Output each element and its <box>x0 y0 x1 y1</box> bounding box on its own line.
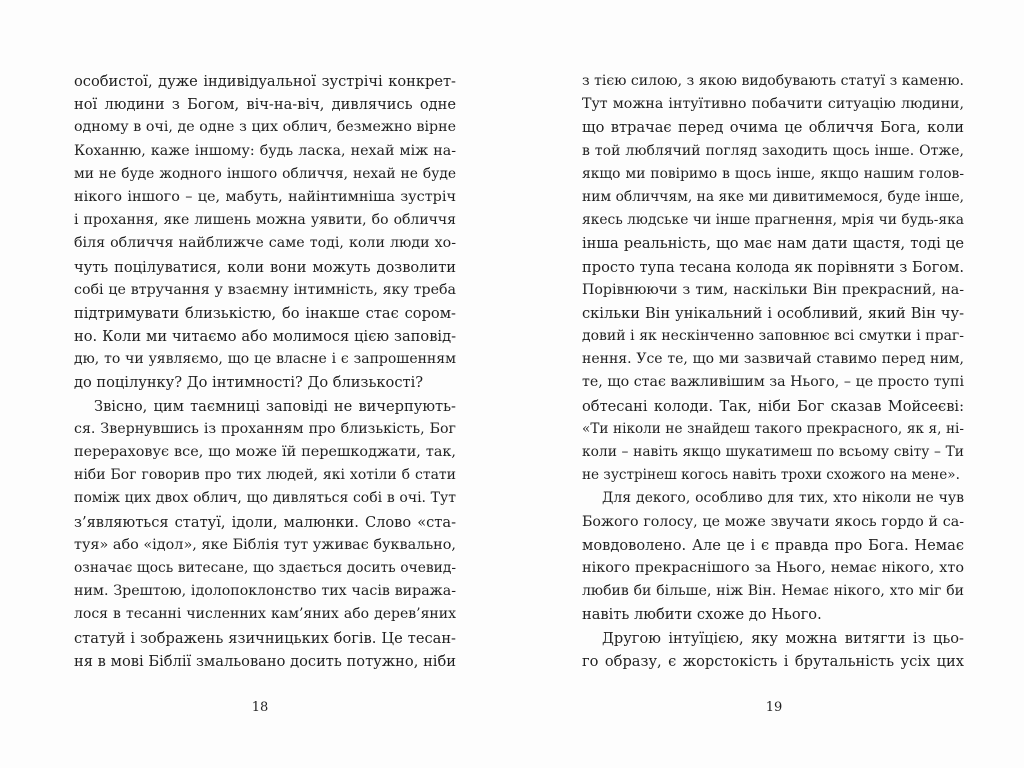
text-line: Коханню, каже іншому: будь ласка, нехай між на- <box>74 142 456 159</box>
text-line: ним обличчям, на яке ми дивитимемося, буде інше, <box>582 188 964 205</box>
text-line: коли – навіть якщо шукатимеш по всьому світу – Ти <box>582 444 964 460</box>
text-line: ним. Зрештою, ідолопоклонство тих часів виража- <box>74 583 456 600</box>
text-line: з’являються статуї, ідоли, малюнки. Слово «ста- <box>74 513 456 531</box>
text-line: довий і як нескінченно заповнює всі смутки і праг- <box>582 328 964 345</box>
text-line: Другою інтуїцією, яку можна витягти із цьо- <box>602 629 964 647</box>
text-line: означає щось витесане, що здається досить очевид- <box>74 559 456 576</box>
text-line: лося в тесанні численних кам’яних або дерев’яних <box>74 606 456 623</box>
text-line: го образу, є жорстокість і брутальність усіх цих <box>582 652 964 670</box>
text-line: «Ти ніколи не знайдеш такого прекрасного, як я, ні- <box>582 420 964 437</box>
text-line: ся. Звернувшись із проханням про близькість, Бог <box>74 420 456 437</box>
text-line: Тут можна інтуїтивно побачити ситуацію людини, <box>582 96 964 113</box>
text-line: Порівнюючи з тим, наскільки Він прекрасний, на- <box>582 281 964 298</box>
text-line: обтесані колоди. Так, ніби Бог сказав Мойсеєві: <box>582 397 964 415</box>
right-page <box>512 0 1024 768</box>
text-line: любив би більше, ніж Він. Немає нікого, хто міг би <box>582 583 964 600</box>
text-line: мовдоволено. Але це і є правда про Бога. Немає <box>582 536 964 554</box>
text-line: статуй і зображень язичницьких богів. Це тесан- <box>74 629 456 647</box>
text-line: з тією силою, з якою видобувають статуї з каменю. <box>582 73 964 89</box>
text-line: ної людини з Богом, віч-на-віч, дивлячись одне <box>74 96 456 114</box>
text-line: особистої, дуже індивідуальної зустрічі конкрет- <box>74 73 456 90</box>
text-line: нікого іншого – це, мабуть, найінтимніша зустріч <box>74 188 456 205</box>
page-number: 19 <box>765 700 783 715</box>
text-line: скільки Він унікальний і особливий, який Він чу- <box>582 304 964 322</box>
text-line: ми не буде жодного іншого обличчя, нехай не буде <box>74 165 456 182</box>
text-line: чуть поцілуватися, коли вони можуть дозволити <box>74 258 456 276</box>
text-line: поміж цих двох облич, що дивляться собі в очі. Тут <box>74 490 456 507</box>
text-line: собі це втручання у взаємну інтимність, яку треба <box>74 281 456 298</box>
text-line: нікого прекраснішого за Нього, немає нікого, хто <box>582 559 964 576</box>
text-line: не зустрінеш когось навіть трохи схожого на мене». <box>582 467 960 484</box>
text-line: біля обличчя найближче саме тоді, коли люди хо- <box>74 235 456 252</box>
text-line: Для декого, особливо для тих, хто ніколи не чув <box>602 490 964 507</box>
text-line: в той люблячий погляд заходить щось інше. Отже, <box>582 142 964 159</box>
text-line: інша реальність, що має нам дати щастя, тоді це <box>582 235 964 253</box>
text-line: і прохання, яке лишень можна уявити, бо обличчя <box>74 212 456 229</box>
text-line: що втрачає перед очима це обличчя Бога, коли <box>582 119 964 137</box>
text-line: ня в мові Біблії змальовано досить потужно, ніби <box>74 652 456 670</box>
text-line: но. Коли ми читаємо або молимося цією заповід- <box>74 328 456 346</box>
text-line: якесь людське чи інше прагнення, мрія чи будь-яка <box>582 212 964 229</box>
text-line: якщо ми повіримо в щось інше, якщо нашим голов- <box>582 165 964 182</box>
text-line: ніби Бог говорив про тих людей, які хотіли б стати <box>74 467 456 484</box>
text-line: Божого голосу, це може звучати якось гордо й са- <box>582 513 964 530</box>
page-number: 18 <box>251 700 269 715</box>
text-line: Звісно, цим таємниці заповіді не вичерпують- <box>94 397 456 415</box>
text-line: те, що стає важливішим за Нього, – це просто тупі <box>582 374 964 391</box>
text-line: нення. Усе те, що ми зазвичай ставимо перед ним, <box>582 351 964 368</box>
right-page-text <box>582 70 964 673</box>
text-line: до поцілунку? До інтимності? До близькості? <box>74 374 424 392</box>
text-line: навіть любити схоже до Нього. <box>582 606 822 624</box>
text-line: підтримувати близькістю, бо інакше стає сором- <box>74 304 456 322</box>
left-page-text <box>74 70 456 673</box>
text-line: одному в очі, де одне з цих облич, безмежно вірне <box>74 119 456 136</box>
text-line: туя» або «ідол», яке Біблія тут уживає буквально, <box>74 536 456 553</box>
text-line: перераховує все, що може їй перешкоджати, так, <box>74 444 456 460</box>
text-line: просто тупа тесана колода як порівняти з Богом. <box>582 258 964 276</box>
text-line: дю, то чи уявляємо, що це власне і є запрошенням <box>74 351 456 368</box>
